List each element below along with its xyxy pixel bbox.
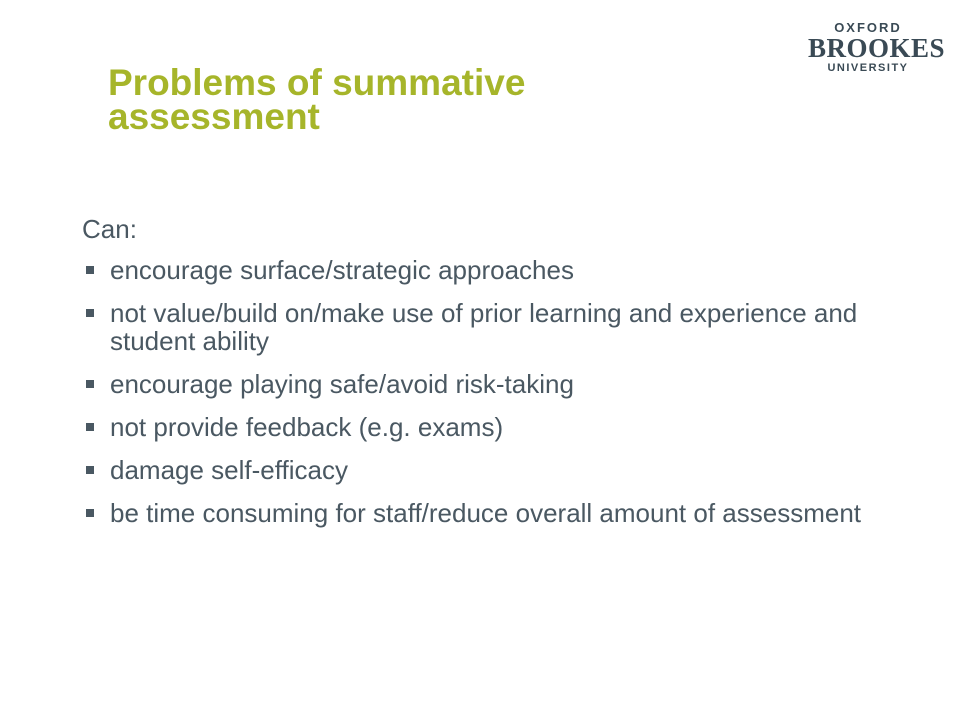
square-bullet-icon <box>86 423 94 431</box>
bullet-list <box>82 256 862 527</box>
square-bullet-icon <box>86 466 94 474</box>
logo-line-university: UNIVERSITY <box>827 62 909 74</box>
list-item-text: not provide feedback (e.g. exams) <box>110 412 504 442</box>
list-item-text: be time consuming for staff/reduce overall amount of assessment <box>110 498 862 528</box>
logo-line-brookes: BROOKES <box>808 33 946 63</box>
logo-line-oxford: OXFORD <box>834 20 902 35</box>
university-logo <box>808 20 946 75</box>
square-bullet-icon <box>86 266 94 274</box>
list-item <box>82 499 862 527</box>
list-item <box>82 456 862 484</box>
slide-title: Problems of summative assessment <box>108 62 526 137</box>
list-item <box>82 299 862 355</box>
list-item <box>82 370 862 398</box>
square-bullet-icon <box>86 380 94 388</box>
square-bullet-icon <box>86 309 94 317</box>
lead-text: Can: <box>82 214 137 244</box>
list-item <box>82 413 862 441</box>
list-item-text: not value/build on/make use of prior learning and experience and student ability <box>110 298 858 356</box>
list-item <box>82 256 862 284</box>
list-item-text: encourage playing safe/avoid risk-taking <box>110 369 574 399</box>
list-item-text: damage self-efficacy <box>110 455 348 485</box>
square-bullet-icon <box>86 509 94 517</box>
list-item-text: encourage surface/strategic approaches <box>110 255 574 285</box>
slide-body <box>82 212 862 542</box>
